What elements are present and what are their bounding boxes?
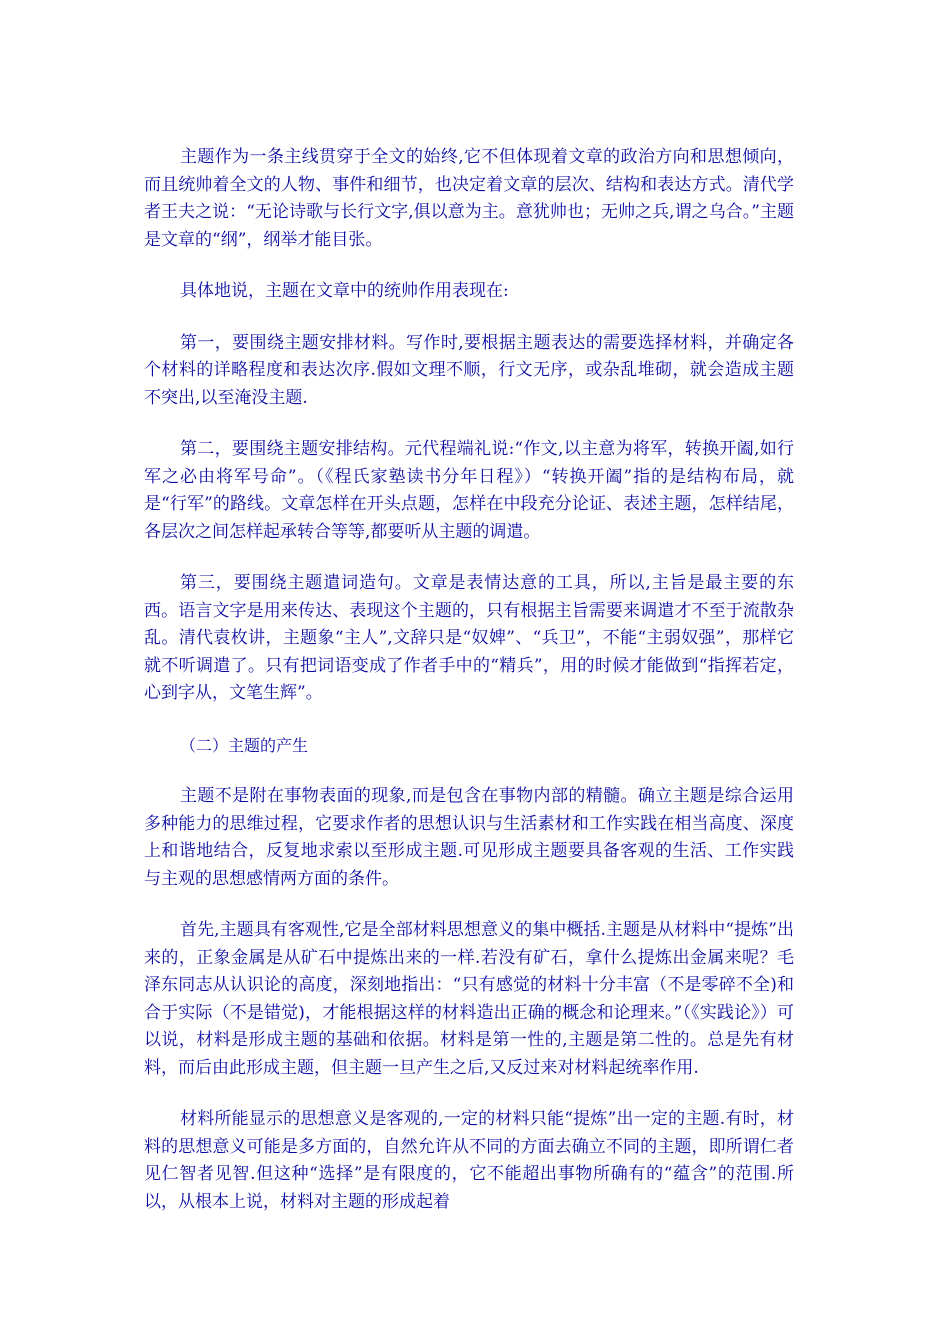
paragraph-first-point: 第一，要围绕主题安排材料。写作时,要根据主题表达的需要选择材料，并确定各个材料的详略程度和表达次序.假如文理不顺，行文无序，或杂乱堆砌，就会造成主题不突出,以至淹没主题. xyxy=(144,332,794,408)
paragraph-second-point: 第二，要围绕主题安排结构。元代程端礼说:“作文,以主意为将军，转换开阖,如行军之必由将军号命”。（《程氏家塾读书分年日程》）“转换开阖”指的是结构布局，就是“行军”的路线。文章怎样在开头点题，怎样在中段充分论证、表述主题，怎样结尾，各层次之间怎样起承转合等等,都要听从主题的调遣。 xyxy=(144,439,794,542)
paragraph-theme-definition: 主题作为一条主线贯穿于全文的始终,它不但体现着文章的政治方向和思想倾向，而且统帅着全文的人物、事件和细节，也决定着文章的层次、结构和表达方式。清代学者王夫之说：“无论诗歌与长行文字,俱以意为主。意犹帅也；无帅之兵,谓之乌合。”主题是文章的“纲”，纲举才能目张。 xyxy=(144,147,794,250)
paragraph-objectivity: 首先,主题具有客观性,它是全部材料思想意义的集中概括.主题是从材料中“提炼”出来的，正象金属是从矿石中提炼出来的一样.若没有矿石，拿什么提炼出金属来呢？毛泽东同志从认识论的高度，深刻地指出：“只有感觉的材料十分丰富（不是零碎不全)和合于实际（不是错觉)，才能根据这样的材料造出正确的概念和论理来。”（《实践论》）可以说，材料是形成主题的基础和依据。材料是第一性的,主题是第二性的。总是先有材料，而后由此形成主题，但主题一旦产生之后,又反过来对材料起统率作用. xyxy=(144,920,794,1078)
section-heading: （二）主题的产生 xyxy=(180,735,309,755)
paragraph-material-meaning: 材料所能显示的思想意义是客观的,一定的材料只能“提炼”出一定的主题.有时，材料的思想意义可能是多方面的，自然允许从不同的方面去确立不同的主题，即所谓仁者见仁智者见智.但这种“选择”是有限度的，它不能超出事物所确有的“蕴含”的范围.所以，从根本上说，材料对主题的形成起着 xyxy=(144,1109,794,1212)
paragraph-specifics-intro: 具体地说，主题在文章中的统帅作用表现在: xyxy=(180,281,509,301)
document-body xyxy=(144,144,794,1240)
paragraph-theme-origin: 主题不是附在事物表面的现象,而是包含在事物内部的精髓。确立主题是综合运用多种能力的思维过程，它要求作者的思想认识与生活素材和工作实践在相当高度、深度上和谐地结合，反复地求索以至形成主题.可见形成主题要具备客观的生活、工作实践与主观的思想感情两方面的条件。 xyxy=(144,786,794,889)
paragraph-third-point: 第三，要围绕主题遣词造句。文章是表情达意的工具，所以,主旨是最主要的东西。语言文字是用来传达、表现这个主题的，只有根据主旨需要来调遣才不至于流散杂乱。清代袁枚讲，主题象“主人”,文辞只是“奴婢”、“兵卫”，不能“主弱奴强”，那样它就不听调遣了。只有把词语变成了作者手中的“精兵”，用的时候才能做到“指挥若定，心到字从，文笔生辉”。 xyxy=(144,573,794,703)
